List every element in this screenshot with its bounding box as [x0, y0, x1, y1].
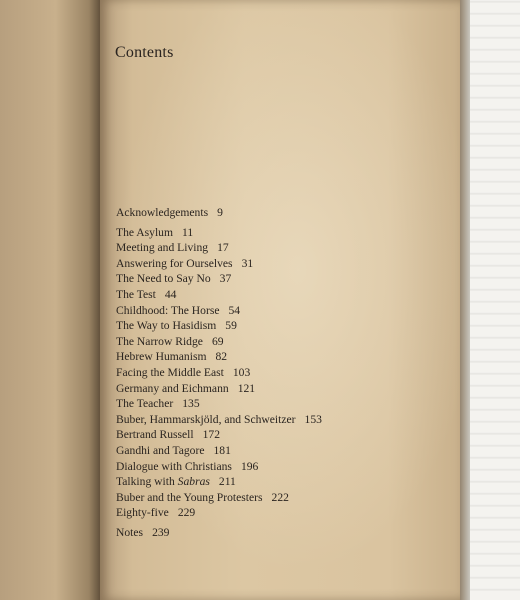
toc-entry [116, 287, 322, 303]
toc-entry-title: Facing the Middle East [116, 365, 224, 379]
toc-entry-title-italic: Sabras [177, 475, 210, 489]
toc-entry-title: The Teacher [116, 397, 174, 411]
toc-entry-title: Gandhi and Tagore [116, 443, 205, 457]
toc-entry [116, 256, 322, 272]
toc-entry-page: 37 [219, 272, 232, 286]
toc-entry-title: The Test [116, 287, 156, 301]
toc-entry-page: 135 [182, 397, 200, 411]
page-title: Contents [115, 44, 174, 61]
toc-entry [116, 349, 322, 365]
toc-entry-title: The Way to Hasidism [116, 319, 217, 333]
toc-entry-title: Buber and the Young Protesters [116, 490, 263, 504]
toc-entry-page: 17 [217, 241, 229, 255]
toc-entry [116, 318, 322, 334]
left-page-edge [0, 0, 101, 600]
toc-entry [116, 381, 322, 397]
toc-entry [116, 205, 322, 221]
toc-entry-page: 229 [177, 506, 196, 520]
toc-entry [116, 505, 322, 521]
toc-entry-title: The Narrow Ridge [116, 334, 203, 348]
toc-entry-title: Childhood: The Horse [116, 303, 220, 317]
toc-entry-page: 31 [241, 256, 254, 270]
toc-entry [116, 443, 322, 459]
page-stack-edge [468, 0, 520, 600]
toc-entry-page: 121 [237, 381, 256, 395]
toc-entry-page: 44 [164, 287, 177, 301]
toc-entry-page: 181 [213, 443, 231, 457]
toc-entry-title: Talking with [116, 475, 175, 489]
toc-entry-title: The Asylum [116, 225, 174, 239]
toc-entry [116, 427, 322, 443]
toc-entry-page: 239 [152, 525, 170, 539]
toc-entry-title: Acknowledgements [116, 206, 209, 219]
toc-entry-page: 9 [217, 206, 223, 219]
toc-entry [116, 240, 322, 256]
toc-entry-page: 54 [228, 303, 241, 317]
toc-entry-title: Notes [116, 525, 144, 539]
toc-entry-title: The Need to Say No [116, 272, 211, 286]
toc-entry [116, 525, 322, 541]
toc-entry [116, 365, 322, 381]
toc-entry [116, 412, 322, 428]
table-of-contents [116, 205, 322, 540]
toc-entry [116, 271, 322, 287]
toc-entry-page: 59 [225, 319, 237, 333]
toc-entry [116, 459, 322, 475]
toc-entry-title: Germany and Eichmann [116, 381, 229, 395]
toc-entry-page: 82 [215, 350, 228, 364]
toc-entry [116, 334, 322, 350]
toc-entry-page: 69 [211, 334, 224, 348]
toc-entry [116, 474, 322, 490]
toc-entry-title: Bertrand Russell [116, 428, 194, 442]
toc-entry [116, 303, 322, 319]
toc-entry-page: 222 [271, 490, 289, 504]
toc-entry [116, 490, 322, 506]
toc-entry-title: Answering for Ourselves [116, 256, 233, 270]
toc-entry-page: 11 [182, 225, 194, 239]
contents-page [100, 0, 460, 600]
toc-entry-page: 103 [232, 365, 251, 379]
toc-entry-page: 172 [202, 428, 220, 442]
toc-entry-title: Hebrew Humanism [116, 350, 207, 364]
toc-entry-title: Meeting and Living [116, 241, 209, 255]
toc-entry [116, 396, 322, 412]
toc-entry-title: Eighty-five [116, 506, 169, 520]
toc-entry-page: 211 [218, 475, 236, 489]
toc-entry-page: 153 [304, 412, 322, 426]
toc-entry [116, 225, 322, 241]
toc-entry-title: Dialogue with Christians [116, 459, 232, 473]
toc-entry-title: Buber, Hammarskjöld, and Schweitzer [116, 412, 296, 426]
toc-entry-page: 196 [240, 459, 259, 473]
